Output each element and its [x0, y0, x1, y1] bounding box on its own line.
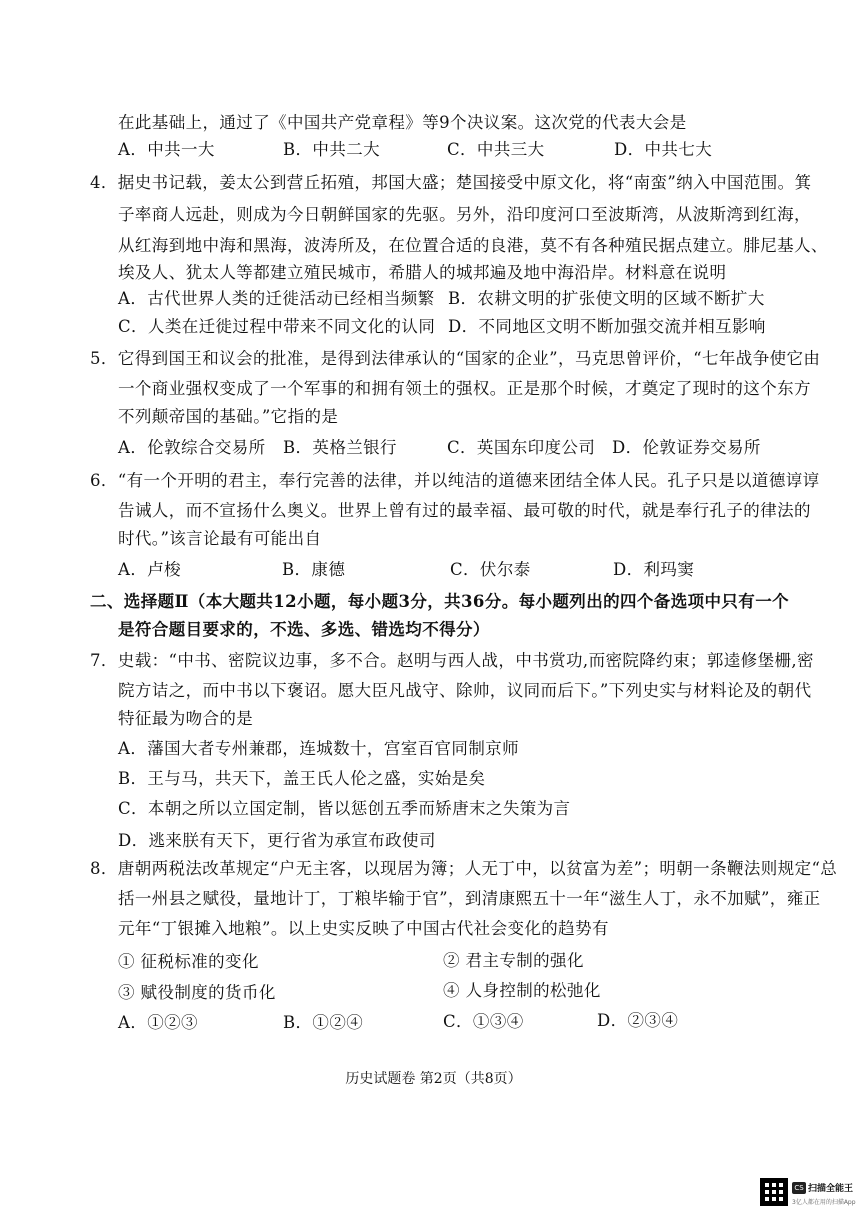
q3-option-b: B．中共二大	[283, 140, 381, 159]
q3-option-d: D．中共七大	[614, 140, 713, 159]
section2-heading-cont: 是符合题目要求的，不选、多选、错选均不得分）	[118, 620, 490, 639]
q4-option-a: A．古代世界人类的迁徙活动已经相当频繁	[118, 289, 435, 308]
q8-item-4: ④ 人身控制的松弛化	[443, 981, 601, 1000]
q4-line-3: 从红海到地中海和黑海，波涛所及，在位置合适的良港，莫不有各种殖民据点建立。腓尼基人、	[118, 236, 828, 255]
q7-option-b: B．王与马，共天下，盖王氏人伦之盛，实始是矣	[118, 769, 486, 788]
q7-option-a: A．藩国大者专州兼郡，连城数十，宫室百官同制京师	[118, 739, 520, 758]
q7-line-3: 特征最为吻合的是	[118, 709, 254, 728]
q3-option-a: A．中共一大	[118, 140, 215, 159]
q7-line-2: 院方诘之，而中书以下褒诏。愿大臣凡战守、除帅，议同而后下。”下列史实与材料论及的朝代	[118, 681, 812, 700]
q8-item-1: ① 征税标准的变化	[118, 952, 259, 971]
q6-line-3: 时代。”该言论最有可能出自	[118, 529, 322, 548]
q6-option-d: D．利玛窦	[613, 560, 695, 579]
q5-line-2: 一个商业强权变成了一个军事的和拥有领土的强权。正是那个时候，才奠定了现时的这个东方	[118, 379, 811, 398]
q6-option-a: A．卢梭	[118, 560, 182, 579]
q4-option-b: B．农耕文明的扩张使文明的区域不断扩大	[448, 289, 765, 308]
q4-option-c: C．人类在迁徙过程中带来不同文化的认同	[118, 317, 436, 336]
q5-line-1: 5．它得到国王和议会的批准，是得到法律承认的“国家的企业”，马克思曾评价，“七年战争使它由	[90, 349, 821, 368]
q8-item-2: ② 君主专制的强化	[443, 951, 584, 970]
page-footer: 历史试题卷 第2页（共8页）	[345, 1071, 522, 1087]
q6-line-1: 6．“有一个开明的君主，奉行完善的法律，并以纯洁的道德来团结全体人民。孔子只是以道德谆谆	[90, 471, 820, 490]
q8-option-d: D．②③④	[597, 1011, 679, 1030]
q8-option-b: B．①②④	[283, 1013, 364, 1032]
q5-option-d: D．伦敦证券交易所	[612, 438, 761, 457]
section2-heading: 二、选择题Ⅱ（本大题共12小题，每小题3分，共36分。每小题列出的四个备选项中只有一个	[90, 592, 790, 611]
q5-option-a: A．伦敦综合交易所	[118, 438, 266, 457]
q4-option-d: D．不同地区文明不断加强交流并相互影响	[448, 317, 766, 336]
q4-line-4: 埃及人、犹太人等都建立殖民城市，希腊人的城邦遍及地中海沿岸。材料意在说明	[118, 263, 727, 282]
qr-code-icon	[760, 1178, 788, 1206]
q6-option-b: B．康德	[282, 560, 346, 579]
scanner-subtitle: 3亿人都在用的扫描App	[792, 1199, 856, 1206]
q7-option-c: C．本朝之所以立国定制，皆以惩创五季而矫唐末之失策为言	[118, 799, 571, 818]
q3-stem: 在此基础上，通过了《中国共产党章程》等9个决议案。这次党的代表大会是	[118, 113, 687, 132]
q5-option-b: B．英格兰银行	[283, 438, 397, 457]
q6-line-2: 告诫人，而不宣扬什么奥义。世界上曾有过的最幸福、最可敬的时代，就是奉行孔子的律法的	[118, 501, 811, 520]
q8-item-3: ③ 赋役制度的货币化	[118, 983, 276, 1002]
q7-option-d: D．逃来朕有天下，更行省为承宣布政使司	[118, 831, 436, 850]
q3-option-c: C．中共三大	[447, 140, 545, 159]
q8-option-c: C．①③④	[443, 1012, 524, 1031]
q5-line-3: 不列颠帝国的基础。”它指的是	[118, 407, 339, 426]
camscanner-logo-icon: CS	[792, 1182, 806, 1194]
q6-option-c: C．伏尔泰	[450, 560, 531, 579]
q5-option-c: C．英国东印度公司	[447, 438, 596, 457]
q8-line-3: 元年“丁银摊入地粮”。以上史实反映了中国古代社会变化的趋势有	[118, 919, 609, 938]
q8-line-1: 8．唐朝两税法改革规定“户无主客，以现居为簿；人无丁中，以贫富为差”；明朝一条鞭法则规定“总	[90, 859, 838, 878]
q4-line-1: 4．据史书记载，姜太公到营丘拓殖，邦国大盛；楚国接受中原文化，将“南蛮”纳入中国范围。箕	[90, 173, 812, 192]
q8-line-2: 括一州县之赋役，量地计丁，丁粮毕输于官”，到清康熙五十一年“滋生人丁，永不加赋”，雍正	[118, 889, 821, 908]
q4-line-2: 子率商人远赴，则成为今日朝鲜国家的先驱。另外，沿印度河口至波斯湾，从波斯湾到红海，	[118, 205, 811, 224]
scanner-name: 扫描全能王	[808, 1184, 854, 1194]
q8-option-a: A．①②③	[118, 1013, 198, 1032]
q7-line-1: 7．史载：“中书、密院议边事，多不合。赵明与西人战，中书赏功,而密院降约束；郭逵修堡栅,密	[90, 651, 814, 670]
